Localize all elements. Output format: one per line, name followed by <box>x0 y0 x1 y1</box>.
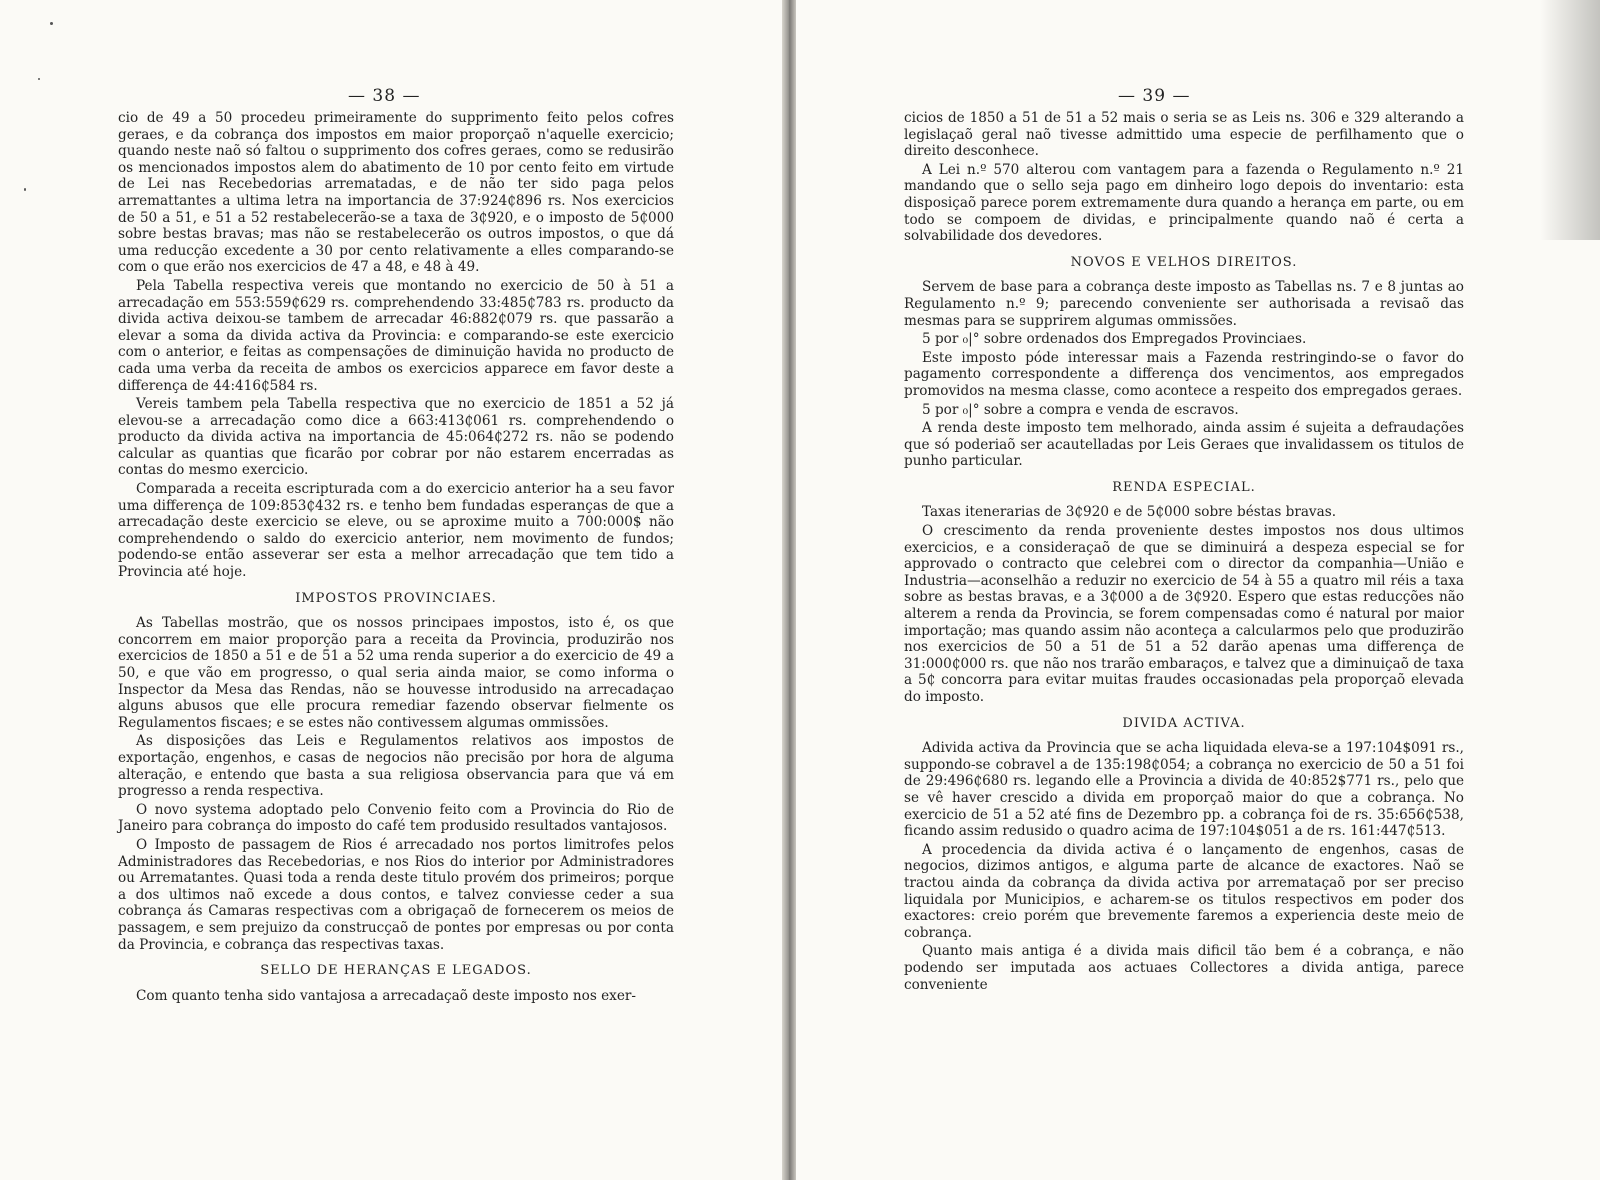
right-page <box>796 0 1600 1180</box>
page-edge-stain <box>1540 0 1600 240</box>
paragraph: A renda deste imposto tem melhorado, ainda assim é sujeita a defraudações que só poderiaõ ser acautelladas por Leis Geraes que invalidassem os titulos de punho particular. <box>904 420 1464 470</box>
paragraph: Servem de base para a cobrança deste imposto as Tabellas ns. 7 e 8 juntas ao Regulamento n.º 9; parecendo conveniente ser authorisada a revisaõ das mesmas para se supprirem algumas ommissões. <box>904 279 1464 329</box>
book-gutter <box>782 0 796 1180</box>
paragraph: Adivida activa da Provincia que se acha liquidada eleva-se a 197:104$091 rs., suppondo-se cobravel a de 135:198₵054; a cobrança no exercicio de 50 a 51 foi de 29:496₵680 rs. legando elle a Provincia a divida de 40:852$771 rs., pelo que se vê haver crescido a divida em proporçaõ maior do que a cobrança. No exercicio de 51 a 52 até fins de Dezembro pp. a cobrança foi de rs. 35:656₵538, ficando assim redusido o quadro acima de 197:104$051 a de rs. 161:447₵513. <box>904 740 1464 840</box>
section-heading: IMPOSTOS PROVINCIAES. <box>295 590 497 606</box>
paragraph: Vereis tambem pela Tabella respectiva que no exercicio de 1851 a 52 já elevou-se a arrecadação como dice a 663:413₵061 rs. comprehendendo o producto da divida activa na importancia de 45:064₵272 rs. não se podendo calcular as quantias que ficarão por cobrar por não estarem encerradas as contas do mesmo exercicio. <box>118 396 674 479</box>
paragraph: A Lei n.º 570 alterou com vantagem para a fazenda o Regulamento n.º 21 mandando que o sello seja pago em dinheiro logo depois do inventario: esta disposiçaõ parece porem extremamente dura quando a herança em parte, ou em todo se compoem de dividas, e principalmente quando naõ é certa a solvabilidade dos devedores. <box>904 161 1464 245</box>
paragraph: 5 por ₀|° sobre ordenados dos Empregados Provinciaes. <box>922 331 1307 348</box>
paragraph: O novo systema adoptado pelo Convenio feito com a Provincia do Rio de Janeiro para cobrança do imposto do café tem produsido resultados vantajosos. <box>118 801 674 835</box>
paragraph: Este imposto póde interessar mais a Fazenda restringindo-se o favor do pagamento correspondente a differença dos vencimentos, aos empregados promovidos na mesma classe, como acontece a respeito dos empregados geraes. <box>904 349 1464 399</box>
paragraph: O crescimento da renda proveniente destes impostos nos dous ultimos exercicios, e a consideraçaõ de que se diminuirá a despeza especial se for approvado o contracto que celebrei com o director da companhia—União e Industria—aconselhão a reduzir no exercicio de 54 à 55 a quatro mil réis a taxa sobre as bestas bravas, e a 3₵000 a de 3₵920. Espero que estas reducções não alterem a renda da Provincia, se forem compensadas como é natural por maior importação; mas quando assim não aconteça a calcularmos pelo que produzirão nos exercicios de 50 a 51 de 51 a 52 darão apenas uma differença de 31:000₵000 rs. que não nos trarão embaraços, e talvez que a diminuiçaõ de taxa a 5₵ concorra para evitar muitas fraudes occasionadas pela proporçaõ elevada do imposto. <box>904 523 1464 705</box>
paper-speck <box>24 188 26 191</box>
paragraph: Pela Tabella respectiva vereis que montando no exercicio de 50 à 51 a arrecadação em 553:559₵629 rs. comprehendendo 33:485₵783 rs. producto da divida activa deixou-se tambem de arrecadar 46:882₵079 rs. que passarão a elevar a soma da divida activa da Provincia: e comparando-se este exercicio com o anterior, e feitas as compensações de diminuição havida no producto de cada uma verba da receita de ambos os exercicios apparece em favor deste a differença de 44:416₵584 rs. <box>118 277 674 394</box>
section-heading: SELLO DE HERANÇAS E LEGADOS. <box>260 963 532 979</box>
left-page <box>0 0 782 1180</box>
paper-speck <box>50 22 53 25</box>
paragraph: As disposições das Leis e Regulamentos relativos aos impostos de exportação, engenhos, e casas de negocios não precisão por hora de alguma alteração, e entendo que basta a sua religiosa observancia para que vá em progresso a renda respectiva. <box>118 733 674 800</box>
left-page-text <box>118 110 674 1006</box>
paragraph: cicios de 1850 a 51 de 51 a 52 mais o seria se as Leis ns. 306 e 329 alterando a legislaçaõ geral naõ tivesse admittido uma especie de perfilhamento que o direito desconhece. <box>904 110 1464 160</box>
section-heading: NOVOS E VELHOS DIREITOS. <box>1070 254 1298 270</box>
paragraph: Taxas itenerarias de 3₵920 e de 5₵000 sobre béstas bravas. <box>922 504 1337 521</box>
paragraph: cio de 49 a 50 procedeu primeiramente do supprimento feito pelos cofres geraes, e da cobrança dos impostos em maior proporçaõ n'aquelle exercicio; quando neste naõ só faltou o supprimento dos cofres geraes, como se redusirão os mencionados impostos alem do abatimento de 10 por cento feito em virtude de Lei nas Recebedorias arrematadas, e de não ter sido paga pelos arremattantes a ultima letra na importancia de 37:924₵896 rs. Nos exercicios de 50 a 51, e 51 a 52 restabelecerão-se a taxa de 3₵920, e o imposto de 5₵000 sobre bestas bravas; mas não se restabelecerão os outros impostos, o que dá uma reducção excedente a 30 por cento relativamente a elles comparando-se com o que erão nos exercicios de 47 a 48, e 48 à 49. <box>118 110 674 276</box>
section-heading: DIVIDA ACTIVA. <box>1122 715 1246 731</box>
right-page-number: — 39 — <box>1118 86 1191 106</box>
right-page-text <box>904 110 1464 995</box>
section-heading: RENDA ESPECIAL. <box>1112 479 1256 495</box>
paragraph: Com quanto tenha sido vantajosa a arrecadaçaõ deste imposto nos exer- <box>136 987 636 1004</box>
left-page-number: — 38 — <box>348 86 421 106</box>
paragraph: A procedencia da divida activa é o lançamento de engenhos, casas de negocios, dizimos antigos, e alguma parte de alcance de exactores. Naõ se tractou ainda da cobrança da divida activa por arremataçaõ por ser preciso liquidala por Municipios, e acharem-se os titulos respectivos em poder dos exactores: creio porém que brevemente faremos a experiencia deste meio de cobrança. <box>904 841 1464 941</box>
paper-speck <box>38 78 40 80</box>
paragraph: As Tabellas mostrão, que os nossos principaes impostos, isto é, os que concorrem em maior proporção para a receita da Provincia, produzirão nos exercicios de 1850 a 51 e de 51 a 52 uma renda superior a do exercicio de 49 a 50, e que vão em progresso, o qual seria ainda maior, se como informa o Inspector da Mesa das Rendas, não se houvesse introdusido na arrecadaçao alguns abusos que elle procura remediar fazendo observar fielmente os Regulamentos fiscaes; e se estes não contivessem algumas ommissões. <box>118 615 674 731</box>
paragraph: Comparada a receita escripturada com a do exercicio anterior ha a seu favor uma differença de 109:853₵432 rs. e tenho bem fundadas esperanças de que a arrecadação deste exercicio se eleve, ou se aproxime muito a 700:000$ não comprehendendo o saldo do exercicio anterior, nem movimento de fundos; podendo-se então asseverar ser esta a melhor arrecadação que tem tido a Provincia até hoje. <box>118 481 674 581</box>
paragraph: Quanto mais antiga é a divida mais dificil tão bem é a cobrança, e não podendo ser imputada aos actuaes Collectores a divida antiga, parece conveniente <box>904 943 1464 993</box>
paragraph: 5 por ₀|° sobre a compra e venda de escravos. <box>922 401 1239 418</box>
paragraph: O Imposto de passagem de Rios é arrecadado nos portos limitrofes pelos Administradores das Recebedorias, e nos Rios do interior por Administradores ou Arrematantes. Quasi toda a renda deste titulo provém dos primeiros; porque a dos ultimos naõ excede a dous contos, e talvez conviesse ceder a sua cobrança ás Camaras respectivas com a obrigaçaõ de fornecerem os meios de passagem, e sem prejuizo da construcçaõ de pontes por empresas ou por conta da Provincia, e cobrança das respectivas taxas. <box>118 836 674 953</box>
